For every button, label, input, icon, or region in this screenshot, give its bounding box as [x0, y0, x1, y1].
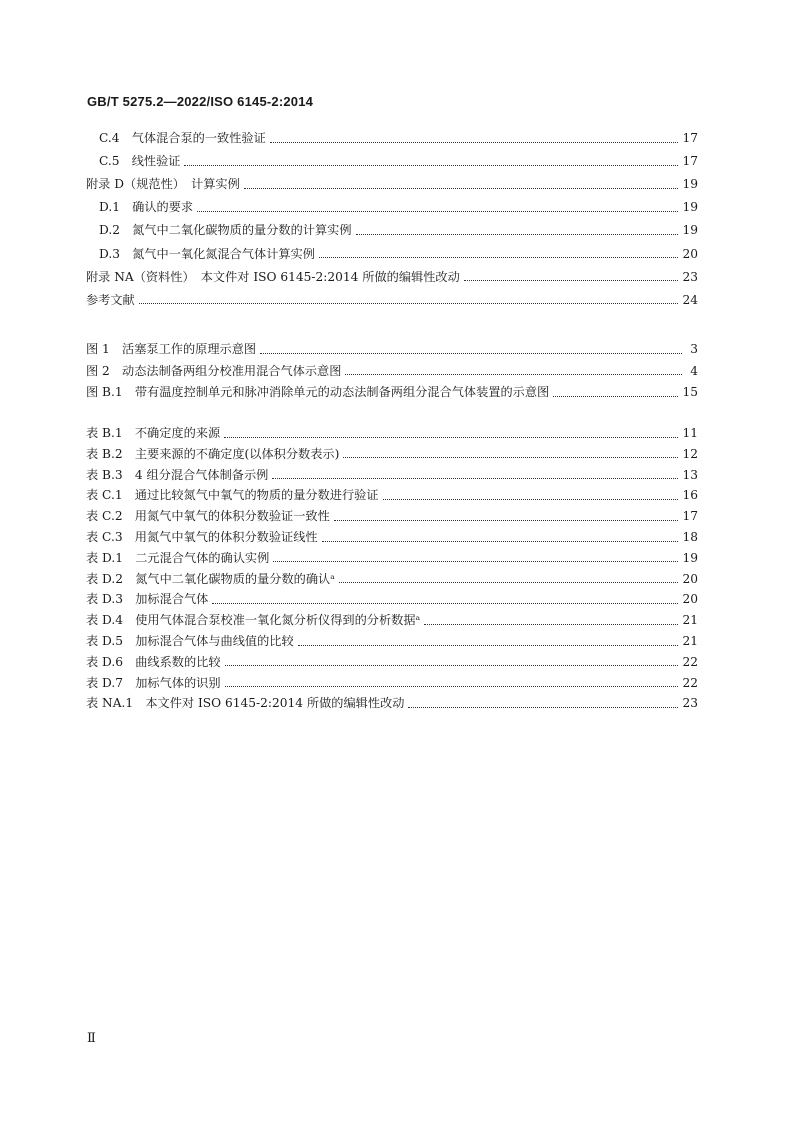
table-entry-title: 表 D.3 加标混合气体: [86, 592, 209, 607]
dot-leader: [244, 188, 679, 189]
toc-entry-page-number: 19: [682, 200, 698, 215]
dot-leader: [464, 280, 679, 281]
figure-entry[interactable]: [86, 382, 698, 402]
table-entry[interactable]: [86, 444, 698, 464]
table-entry[interactable]: [86, 673, 698, 693]
dot-leader: [408, 707, 678, 708]
toc-entry[interactable]: [86, 244, 698, 264]
toc-entry-title: C.5 线性验证: [99, 154, 181, 169]
toc-entry-page-number: 17: [682, 154, 698, 169]
toc-entry-title: D.3 氮气中一氧化氮混合气体计算实例: [99, 246, 315, 261]
table-entry-page-number: 21: [682, 634, 698, 648]
table-entry-page-number: 21: [682, 613, 698, 628]
table-entry[interactable]: [86, 485, 698, 505]
toc-entry-title: D.2 氮气中二氧化碳物质的量分数的计算实例: [99, 223, 352, 238]
dot-leader: [383, 499, 679, 500]
dot-leader: [270, 142, 679, 143]
table-entry-page-number: 22: [682, 654, 698, 669]
table-entry[interactable]: [86, 589, 698, 609]
figure-entry-title: 图 1 活塞泵工作的原理示意图: [86, 342, 257, 356]
table-entry-page-number: 23: [682, 696, 698, 711]
figure-entry[interactable]: [86, 361, 698, 381]
dot-leader: [322, 541, 679, 542]
toc-entry[interactable]: [86, 220, 698, 240]
toc-entry[interactable]: [86, 290, 698, 310]
table-entry-title: 表 D.5 加标混合气体与曲线值的比较: [86, 634, 294, 648]
toc-entry[interactable]: [86, 128, 698, 148]
table-entry-title: 表 D.2 氮气中二氧化碳物质的量分数的确认ᵃ: [86, 571, 335, 586]
table-entry-page-number: 17: [682, 509, 698, 524]
dot-leader: [334, 520, 679, 521]
table-entry-page-number: 12: [682, 446, 698, 461]
toc-entry[interactable]: [86, 151, 698, 171]
toc-entry-page-number: 24: [682, 292, 698, 307]
dot-leader: [139, 303, 679, 304]
table-entry[interactable]: [86, 506, 698, 526]
figure-entry-title: 图 B.1 带有温度控制单元和脉冲消除单元的动态法制备两组分混合气体装置的示意图: [86, 385, 550, 399]
dot-leader: [184, 165, 678, 166]
toc-entry-title: 参考文献: [86, 292, 135, 307]
table-entry[interactable]: [86, 465, 698, 485]
table-entry[interactable]: [86, 652, 698, 672]
table-entry-title: 表 B.1 不确定度的来源: [86, 426, 221, 440]
figure-entry-page-number: 4: [690, 363, 698, 378]
dot-leader: [343, 457, 678, 458]
table-entry-title: 表 B.3 4 组分混合气体制备示例: [86, 467, 269, 482]
toc-entry-title: C.4 气体混合泵的一致性验证: [99, 131, 266, 145]
dot-leader: [225, 686, 679, 687]
toc-entry-page-number: 20: [682, 246, 698, 261]
dot-leader: [553, 396, 678, 397]
dot-leader: [197, 211, 678, 212]
toc-entry[interactable]: [86, 174, 698, 194]
dot-leader: [298, 645, 679, 646]
table-entry-page-number: 20: [682, 571, 698, 586]
table-entry-title: 表 D.6 曲线系数的比较: [86, 654, 221, 669]
table-entry-page-number: 18: [682, 530, 698, 544]
table-entry[interactable]: [86, 527, 698, 547]
dot-leader: [272, 478, 678, 479]
figure-entry[interactable]: [86, 339, 698, 359]
table-entry[interactable]: [86, 631, 698, 651]
table-entry-title: 表 NA.1 本文件对 ISO 6145-2:2014 所做的编辑性改动: [86, 696, 405, 711]
table-entry-title: 表 C.3 用氮气中氧气的体积分数验证线性: [86, 530, 318, 544]
toc-entry-title: D.1 确认的要求: [99, 200, 194, 215]
toc-entry[interactable]: [86, 267, 698, 287]
dot-leader: [339, 582, 679, 583]
toc-entry-page-number: 19: [682, 177, 698, 192]
dot-leader: [424, 624, 678, 625]
table-entry-title: 表 C.1 通过比较氮气中氧气的物质的量分数进行验证: [86, 488, 379, 503]
dot-leader: [356, 234, 679, 235]
table-entry-title: 表 B.2 主要来源的不确定度(以体积分数表示): [86, 446, 340, 461]
dot-leader: [319, 257, 679, 258]
table-entry-page-number: 22: [682, 675, 698, 690]
toc-entry-page-number: 17: [682, 131, 698, 145]
table-entry-title: 表 D.4 使用气体混合泵校准一氧化氮分析仪得到的分析数据ᵃ: [86, 613, 421, 628]
table-entry-page-number: 11: [682, 426, 698, 440]
table-entry[interactable]: [86, 548, 698, 568]
table-entry[interactable]: [86, 693, 698, 713]
dot-leader: [212, 603, 678, 604]
table-entry[interactable]: [86, 423, 698, 443]
table-entry-page-number: 16: [682, 488, 698, 503]
figure-entry-page-number: 15: [682, 385, 698, 399]
toc-entry-title: 附录 D（规范性） 计算实例: [86, 177, 240, 192]
figure-entry-page-number: 3: [690, 342, 698, 356]
table-entry-title: 表 D.1 二元混合气体的确认实例: [86, 550, 270, 565]
toc-entry-page-number: 23: [682, 269, 698, 284]
table-entry-title: 表 D.7 加标气体的识别: [86, 675, 221, 690]
dot-leader: [273, 561, 678, 562]
dot-leader: [224, 437, 678, 438]
toc-entry-title: 附录 NA（资料性） 本文件对 ISO 6145-2:2014 所做的编辑性改动: [86, 269, 460, 284]
dot-leader: [345, 374, 682, 375]
dot-leader: [260, 353, 682, 354]
table-entry-title: 表 C.2 用氮气中氧气的体积分数验证一致性: [86, 509, 330, 524]
table-entry-page-number: 20: [682, 592, 698, 607]
toc-entry[interactable]: [86, 197, 698, 217]
table-entry[interactable]: [86, 569, 698, 589]
figure-entry-title: 图 2 动态法制备两组分校准用混合气体示意图: [86, 363, 342, 378]
toc-entry-page-number: 19: [682, 223, 698, 238]
table-entry-page-number: 19: [682, 550, 698, 565]
dot-leader: [225, 665, 679, 666]
table-entry[interactable]: [86, 610, 698, 630]
standard-number-header: GB/T 5275.2—2022/ISO 6145-2:2014: [87, 94, 314, 109]
table-entry-page-number: 13: [682, 467, 698, 482]
page-number-footer: Ⅱ: [87, 1031, 96, 1046]
